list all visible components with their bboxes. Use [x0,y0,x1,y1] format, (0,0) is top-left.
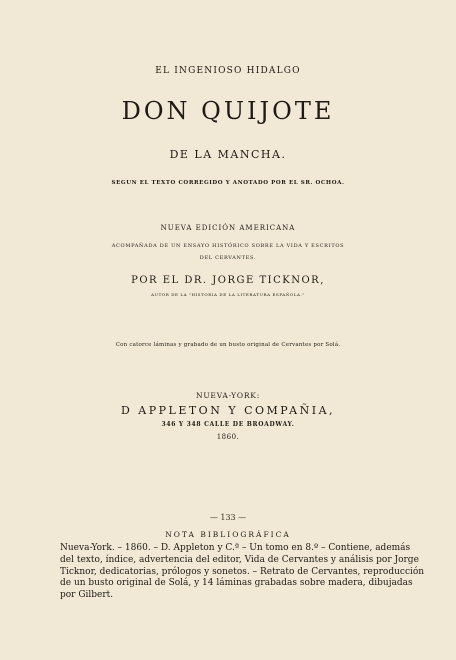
pre-title: EL INGENIOSO HIDALGO [155,66,301,76]
essay-line-1: ACOMPAÑADA DE UN ENSAYO HISTÓRICO SOBRE LA VIDA Y ESCRITOS [111,243,345,249]
author-note: AUTOR DE LA "HISTORIA DE LA LITERATURA ESPAÑOLA." [151,292,305,297]
text-note: SEGUN EL TEXTO CORREGIDO Y ANOTADO POR EL SR. OCHOA. [111,180,345,186]
note-line: por Gilbert. [60,590,114,601]
note-heading: NOTA BIBLIOGRÁFICA [165,530,291,539]
imprint-year: 1860. [216,433,240,441]
main-title: DON QUIJOTE [121,97,335,125]
author-line: POR EL DR. JORGE TICKNOR, [131,275,325,286]
plates-note: Con catorce láminas y grabado de un busto original de Cervantes por Solá. [115,342,341,348]
imprint-address: 346 Y 348 CALLE DE BROADWAY. [161,421,295,428]
imprint-place: NUEVA-YORK: [195,391,261,400]
imprint-publisher: D APPLETON Y COMPAÑIA, [120,404,336,417]
note-line: del texto, índice, advertencia del editor, Vida de Cervantes y análisis por Jorge [60,554,419,565]
note-line: Nueva-York. – 1860. – D. Appleton y C.ª – Un tomo en 8.º – Contiene, además [60,543,411,553]
page-number: — 133 — [209,513,247,522]
note-line: Ticknor, dedicatorias, prólogos y sonetos. – Retrato de Cervantes, reproducción [60,566,425,577]
subtitle: DE LA MANCHA. [169,148,287,161]
note-line: de un busto original de Solá, y 14 láminas grabadas sobre madera, dibujadas [60,578,413,589]
bibliographic-note [60,543,425,602]
essay-line-2: DEL CERVANTES. [199,255,257,261]
edition-line: NUEVA EDICIÓN AMERICANA [160,224,296,232]
